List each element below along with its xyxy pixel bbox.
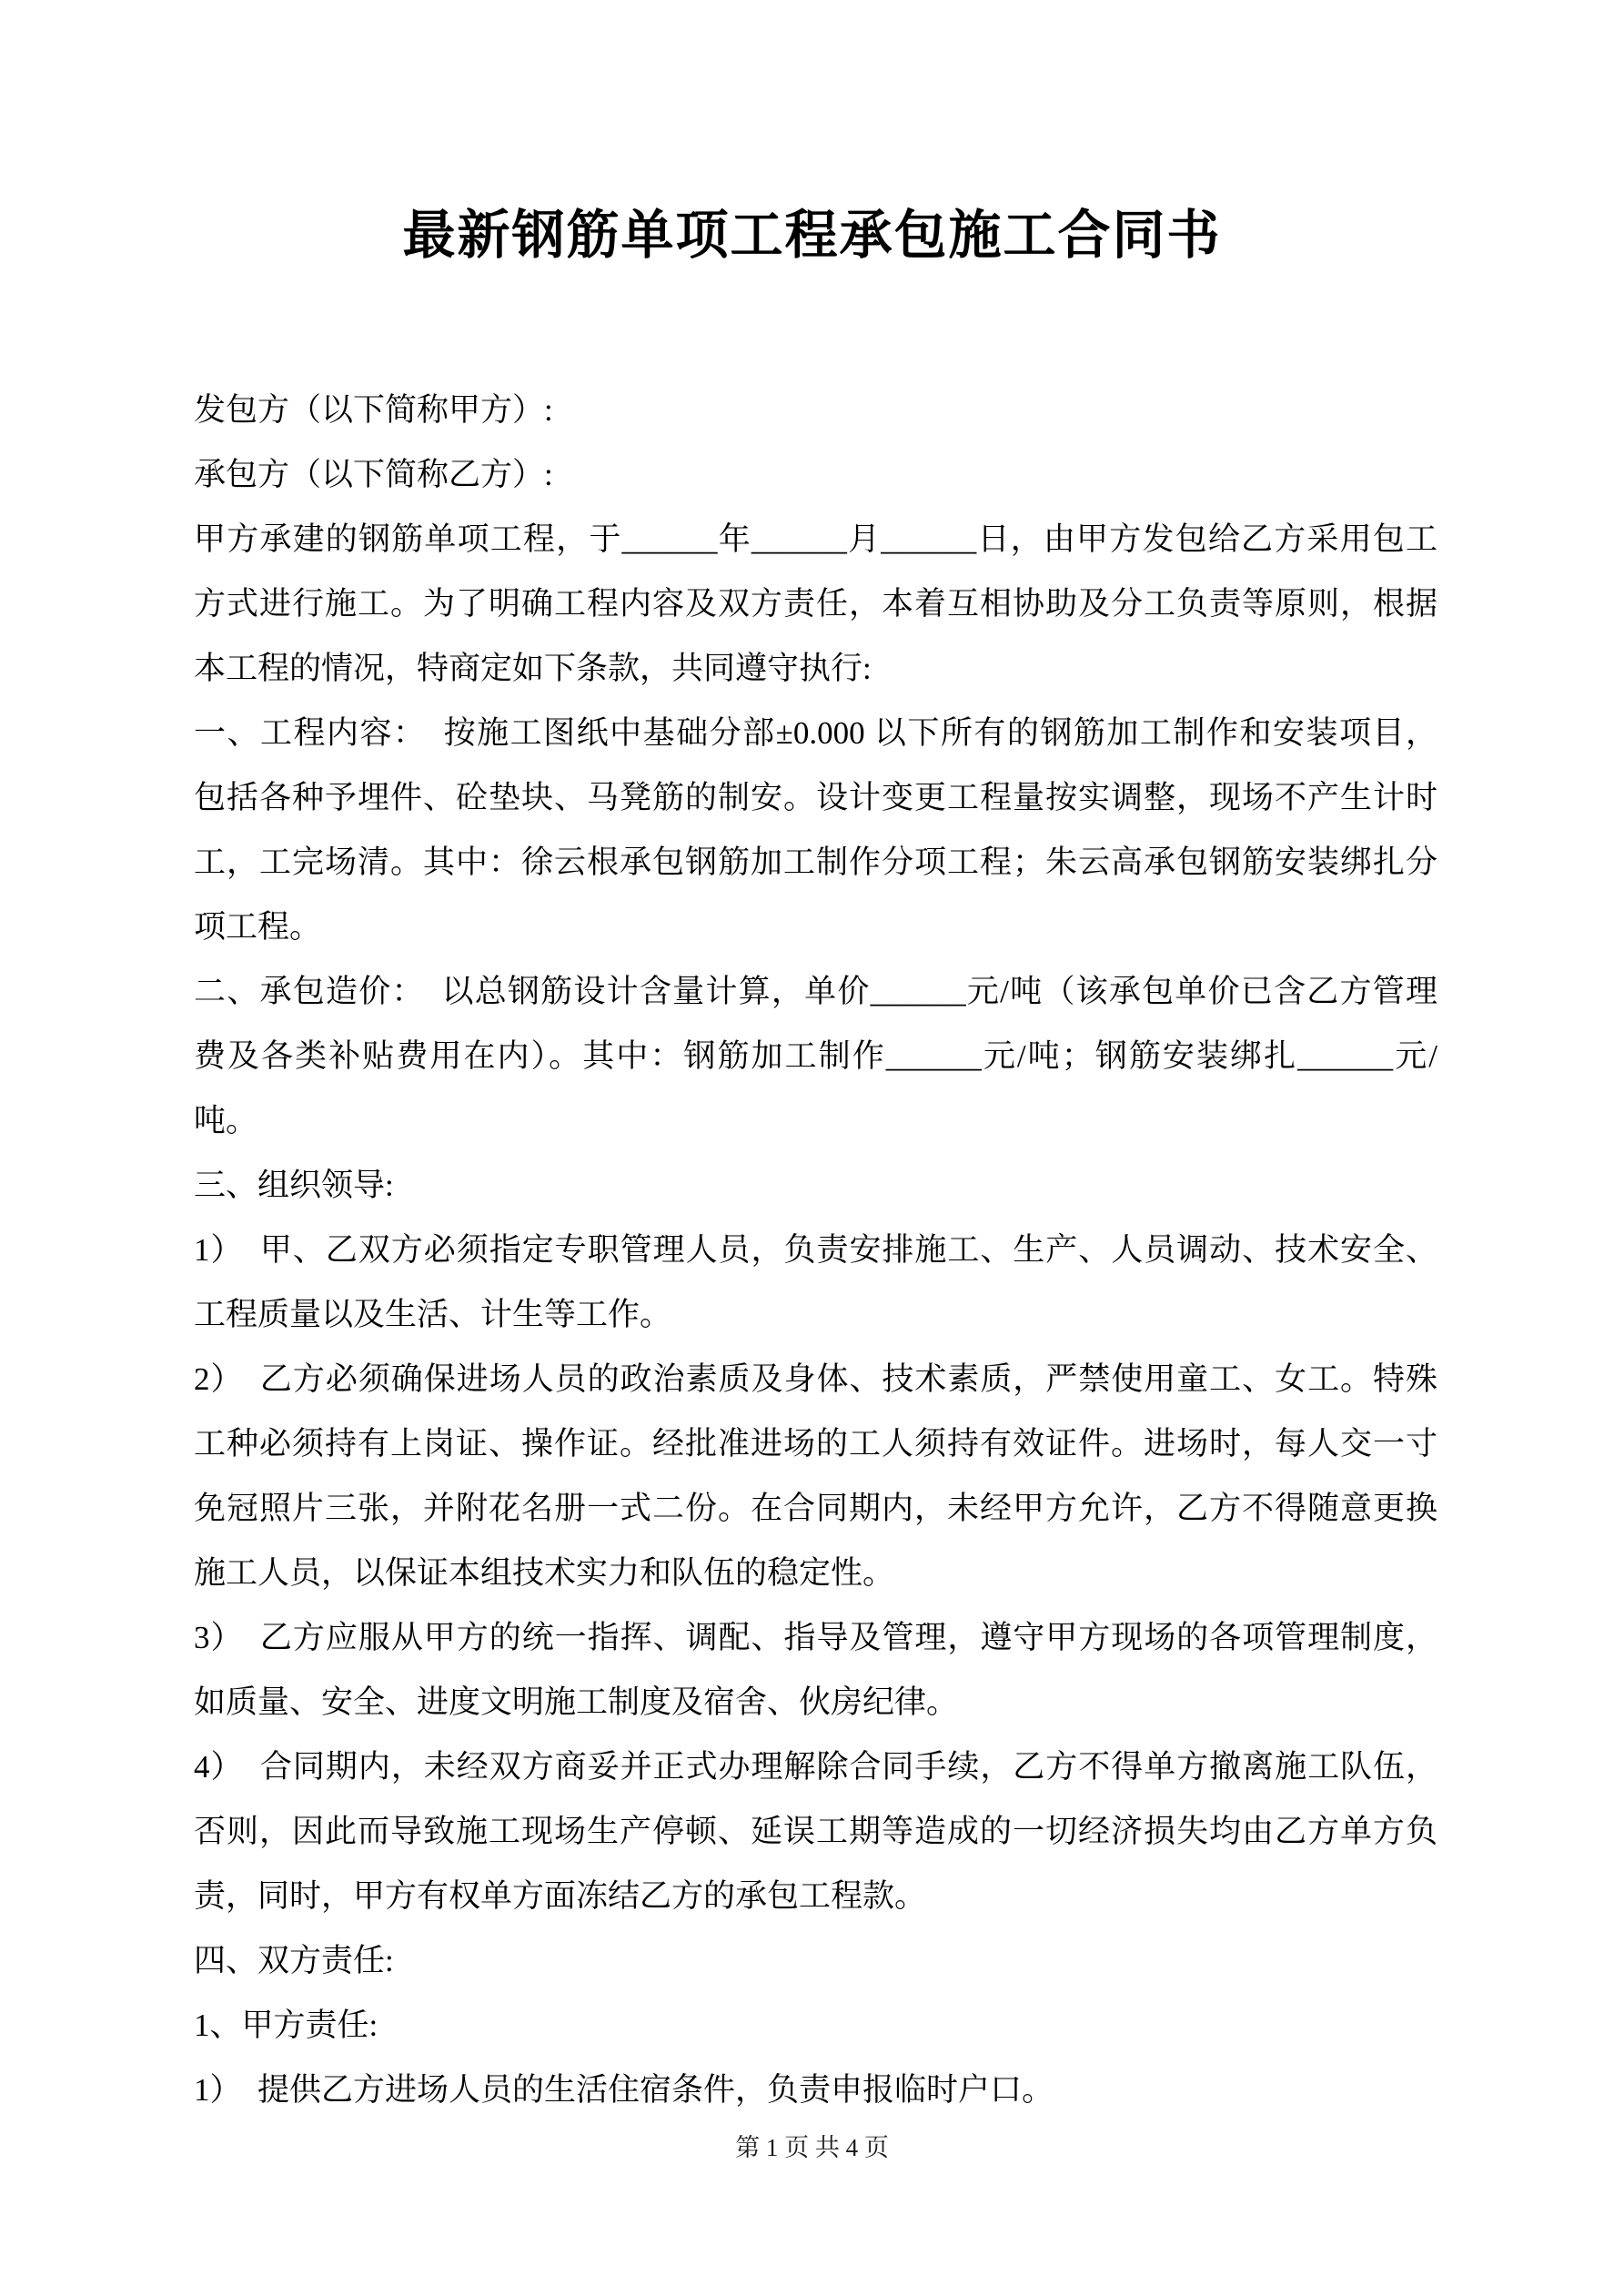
body-line: 四、双方责任:: [194, 1943, 394, 1978]
page-title: 最新钢筋单项工程承包施工合同书: [402, 206, 1222, 265]
body-line: 项工程。: [194, 909, 322, 945]
body-line: 1） 甲、乙双方必须指定专职管理人员，负责安排施工、生产、人员调动、技术安全、: [194, 1232, 1437, 1268]
body-line: 2） 乙方必须确保进场人员的政治素质及身体、技术素质，严禁使用童工、女工。特殊: [194, 1361, 1437, 1397]
body-line: 发包方（以下简称甲方）:: [194, 392, 553, 428]
page-footer: 第 1 页 共 4 页: [735, 2134, 889, 2161]
body-line: 3） 乙方应服从甲方的统一指挥、调配、指导及管理，遵守甲方现场的各项管理制度，: [194, 1620, 1437, 1655]
body-line: 1） 提供乙方进场人员的生活住宿条件，负责申报临时户口。: [194, 2072, 1054, 2108]
body-line: 费及各类补贴费用在内）。其中：钢筋加工制作______元/吨；钢筋安装绑扎______元/: [194, 1038, 1437, 1074]
body-line: 方式进行施工。为了明确工程内容及双方责任，本着互相协助及分工负责等原则，根据: [194, 586, 1437, 622]
body-line: 免冠照片三张，并附花名册一式二份。在合同期内，未经甲方允许，乙方不得随意更换: [194, 1491, 1437, 1526]
body-line: 如质量、安全、进度文明施工制度及宿舍、伙房纪律。: [194, 1684, 959, 1720]
body-line: 本工程的情况，特商定如下条款，共同遵守执行:: [194, 651, 872, 686]
body-line: 工种必须持有上岗证、操作证。经批准进场的工人须持有效证件。进场时，每人交一寸: [194, 1426, 1437, 1462]
body-line: 责，同时，甲方有权单方面冻结乙方的承包工程款。: [194, 1878, 927, 1914]
body-line: 工，工完场清。其中：徐云根承包钢筋加工制作分项工程；朱云高承包钢筋安装绑扎分: [194, 845, 1437, 880]
document-body: [194, 378, 1437, 2122]
body-line: 否则，因此而导致施工现场生产停顿、延误工期等造成的一切经济损失均由乙方单方负: [194, 1814, 1437, 1849]
body-line: 4） 合同期内，未经双方商妥并正式办理解除合同手续，乙方不得单方撤离施工队伍，: [194, 1749, 1437, 1785]
body-line: 吨。: [194, 1103, 258, 1138]
body-line: 二、承包造价： 以总钢筋设计含量计算，单价______元/吨（该承包单价已含乙方管理: [194, 974, 1437, 1009]
body-line: 工程质量以及生活、计生等工作。: [194, 1297, 672, 1332]
body-line: 施工人员，以保证本组技术实力和队伍的稳定性。: [194, 1555, 895, 1591]
body-line: 三、组织领导:: [194, 1168, 394, 1203]
body-line: 甲方承建的钢筋单项工程，于______年______月______日，由甲方发包给乙方采用包工: [194, 521, 1437, 557]
body-line: 1、甲方责任:: [194, 2008, 378, 2043]
body-line: 承包方（以下简称乙方）:: [194, 457, 553, 492]
body-line: 包括各种予埋件、砼垫块、马凳筋的制安。设计变更工程量按实调整，现场不产生计时: [194, 780, 1437, 815]
body-line: 一、工程内容： 按施工图纸中基础分部±0.000 以下所有的钢筋加工制作和安装项目，: [194, 715, 1437, 751]
